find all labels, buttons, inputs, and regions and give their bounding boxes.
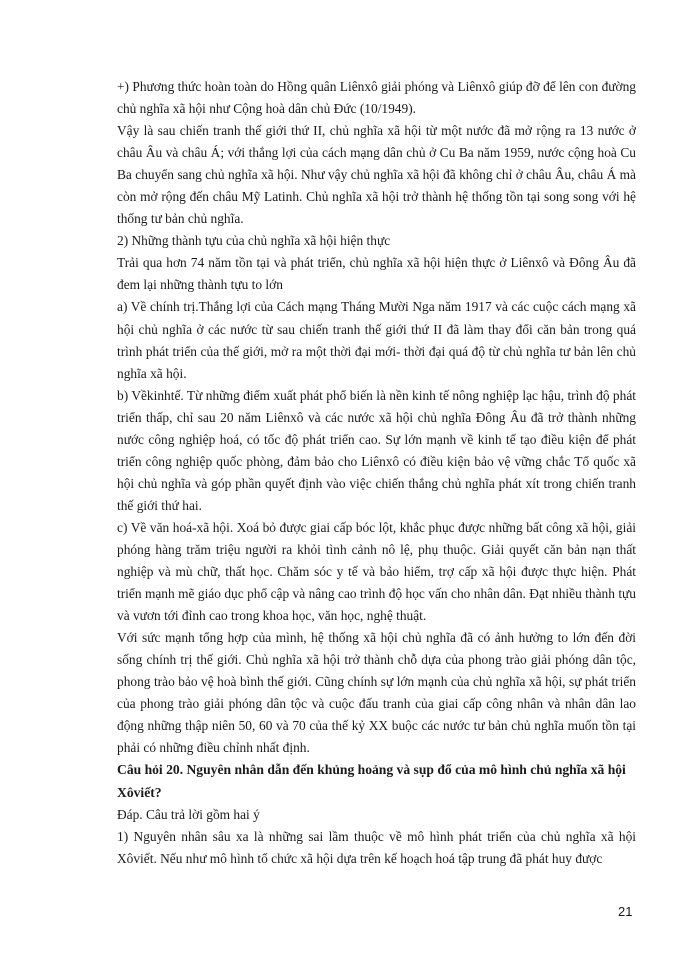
paragraph-world-influence: Với sức mạnh tổng hợp của mình, hệ thống xã hội chủ nghĩa đã có ảnh hưởng to lớn đến đời sống chính trị thế giới. Chủ nghĩa xã hội trở thành chỗ dựa của phong trào giải phóng dân tộc, phong trào bảo vệ hoà bình thế giới. Cũng chính sự lớn mạnh của chủ nghĩa xã hội, sự phát triển của phong trào giải phóng dân tộc và cuộc đấu tranh của giai cấp công nhân và nhân dân lao động những thập niên 50, 60 và 70 của thế kỷ XX buộc các nước tư bản chủ nghĩa muốn tồn tại phải có những điều chỉnh nhất định. [117,630,636,756]
document-body [117,76,636,870]
paragraph-politics: a) Về chính trị.Thắng lợi của Cách mạng Tháng Mười Nga năm 1917 và các cuộc cách mạng xã hội chủ nghĩa ở các nước từ sau chiến tranh thế giới thứ II đã làm thay đổi căn bản trong quá trình phát triển của thế giới, mở ra một thời đại mới- thời đại quá độ từ chủ nghĩa tư bản lên chủ nghĩa xã hội. [117,299,636,381]
page-number: 21 [618,904,633,919]
paragraph-achievements-heading: 2) Những thành tựu của chủ nghĩa xã hội hiện thực [117,233,391,249]
paragraph-achievements-intro: Trải qua hơn 74 năm tồn tại và phát triển, chủ nghĩa xã hội hiện thực ở Liênxô và Đông Âu đã đem lại những thành tựu to lớn [117,255,636,293]
paragraph-liberation-method: +) Phương thức hoàn toàn do Hồng quân Liênxô giải phóng và Liênxô giúp đỡ để lên con đường chủ nghĩa xã hội như Cộng hoà dân chủ Đức (10/1949). [117,79,636,117]
paragraph-culture-society: c) Về văn hoá-xã hội. Xoá bỏ được giai cấp bóc lột, khắc phục được những bất công xã hội, giải phóng hàng trăm triệu người ra khỏi tình cảnh nô lệ, phụ thuộc. Giải quyết căn bản nạn thất nghiệp và mù chữ, thất học. Chăm sóc y tế và bảo hiểm, trợ cấp xã hội được thực hiện. Phát triển mạnh mẽ giáo dục phổ cập và nâng cao trình độ học vấn cho nhân dân. Đạt nhiều thành tựu và vươn tới đỉnh cao trong khoa học, văn học, nghệ thuật. [117,519,636,624]
question-heading: Câu hỏi 20. Nguyên nhân dẫn đến khủng hoảng và sụp đổ của mô hình chủ nghĩa xã hội Xôviết? [117,762,626,800]
paragraph-economy: b) Vềkinhtế. Từ những điểm xuất phát phổ biến là nền kinh tế nông nghiệp lạc hậu, trình độ phát triển thấp, chỉ sau 20 năm Liênxô và các nước xã hội chủ nghĩa Đông Âu đã trở thành những nước công nghiệp hoá, có tốc độ phát triển cao. Sự lớn mạnh về kinh tế tạo điều kiện để phát triển công nghiệp quốc phòng, đảm bảo cho Liênxô có điều kiện bảo vệ vững chắc Tổ quốc xã hội chủ nghĩa và góp phần quyết định vào việc chiến thắng chủ nghĩa phát xít trong chiến tranh thế giới thứ hai. [117,387,636,513]
answer-point-1: 1) Nguyên nhân sâu xa là những sai lầm thuộc về mô hình phát triển của chủ nghĩa xã hội Xôviết. Nếu như mô hình tổ chức xã hội dựa trên kế hoạch hoá tập trung đã phát huy được [117,828,636,866]
paragraph-socialism-expansion: Vậy là sau chiến tranh thế giới thứ II, chủ nghĩa xã hội từ một nước đã mở rộng ra 13 nước ở châu Âu và châu Á; với thắng lợi của cách mạng dân chủ ở Cu Ba năm 1959, nước cộng hoà Cu Ba chuyển sang chủ nghĩa xã hội. Như vậy chủ nghĩa xã hội đã không chỉ ở châu Âu, châu Á mà còn mở rộng đến châu Mỹ Latinh. Chủ nghĩa xã hội trở thành hệ thống tồn tại song song với hệ thống tư bản chủ nghĩa. [117,123,636,227]
answer-intro: Đáp. Câu trả lời gồm hai ý [117,806,260,822]
